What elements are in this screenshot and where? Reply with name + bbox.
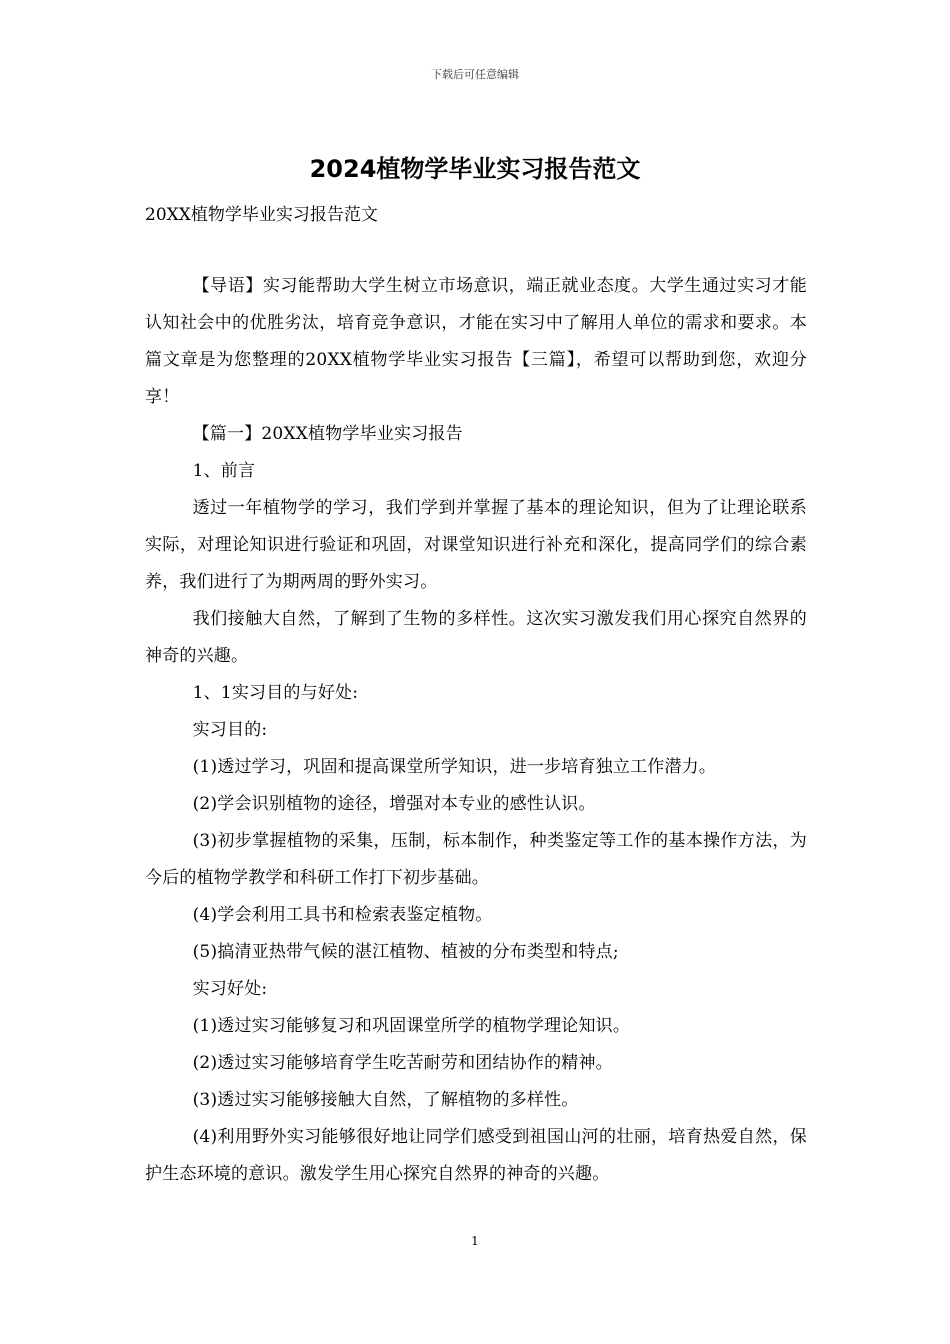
subheading-purpose: 实习目的: — [192, 720, 268, 740]
section-heading-preface: 1、前言 — [192, 461, 256, 481]
paragraph-preface: 透过一年植物学的学习，我们学到并掌握了基本的理论知识，但为了让理论联系实际，对理论知识进行验证和巩固，对课堂知识进行补充和深化，提高同学们的综合素养，我们进行了为期两周的野外实习。 — [145, 498, 807, 592]
section-heading-purpose-benefits: 1、1实习目的与好处: — [192, 683, 359, 703]
page-number: 1 — [471, 1234, 479, 1248]
list-item-purpose-5: (5)搞清亚热带气候的湛江植物、植被的分布类型和特点; — [192, 942, 619, 962]
section-heading-part-one: 【篇一】20XX植物学毕业实习报告 — [192, 424, 463, 444]
subheading-benefits: 实习好处: — [192, 979, 268, 999]
paragraph-introduction: 【导语】实习能帮助大学生树立市场意识，端正就业态度。大学生通过实习才能认知社会中的优胜劣汰，培育竞争意识，才能在实习中了解用人单位的需求和要求。本篇文章是为您整理的20XX植物学毕业实习报告【三篇】，希望可以帮助到您，欢迎分享！ — [145, 276, 807, 407]
list-item-benefit-1: (1)透过实习能够复习和巩固课堂所学的植物学理论知识。 — [192, 1016, 631, 1036]
paragraph-nature: 我们接触大自然，了解到了生物的多样性。这次实习激发我们用心探究自然界的神奇的兴趣。 — [145, 609, 807, 666]
list-item-purpose-2: (2)学会识别植物的途径，增强对本专业的感性认识。 — [192, 794, 596, 814]
list-item-purpose-1: (1)透过学习，巩固和提高课堂所学知识，进一步培育独立工作潜力。 — [192, 757, 717, 777]
page-header: 下载后可任意编辑 — [431, 68, 519, 81]
list-item-purpose-4: (4)学会利用工具书和检索表鉴定植物。 — [192, 905, 493, 925]
list-item-benefit-4: (4)利用野外实习能够很好地让同学们感受到祖国山河的壮丽，培育热爱自然，保护生态环境的意识。激发学生用心探究自然界的神奇的兴趣。 — [145, 1127, 807, 1184]
list-item-benefit-3: (3)透过实习能够接触大自然，了解植物的多样性。 — [192, 1090, 579, 1110]
document-title: 2024植物学毕业实习报告范文 — [309, 155, 641, 183]
list-item-benefit-2: (2)透过实习能够培育学生吃苦耐劳和团结协作的精神。 — [192, 1053, 613, 1073]
list-item-purpose-3: (3)初步掌握植物的采集，压制，标本制作，种类鉴定等工作的基本操作方法，为今后的植物学教学和科研工作打下初步基础。 — [145, 831, 807, 888]
document-subtitle: 20XX植物学毕业实习报告范文 — [145, 205, 378, 225]
document-body — [145, 268, 807, 1193]
